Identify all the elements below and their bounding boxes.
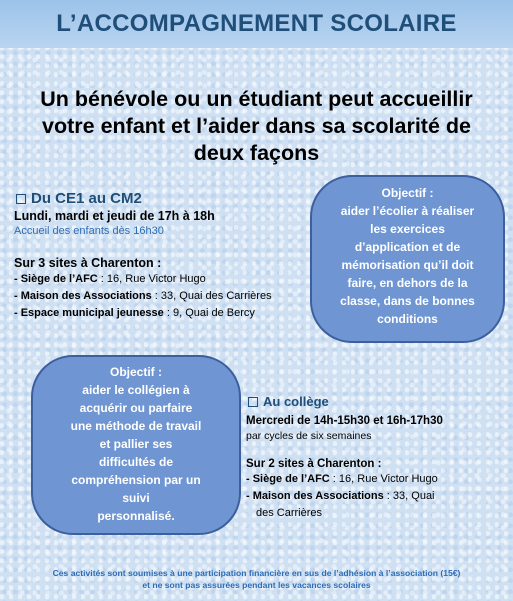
objective-line: les exercices [370, 222, 445, 236]
site-item [246, 488, 511, 504]
site-name: - Siège de l’AFC [246, 473, 330, 485]
section-primaire-title: Du CE1 au CM2 [31, 190, 142, 207]
site-item [246, 471, 511, 487]
site-address-continued: des Carrières [256, 507, 323, 519]
objective-line: suivi [122, 491, 150, 505]
headline-line-3: deux façons [193, 141, 320, 165]
section-college [246, 394, 511, 521]
site-address: : 16, Rue Victor Hugo [97, 273, 206, 285]
college-cycles: par cycles de six semaines [246, 430, 372, 442]
site-name: - Maison des Associations [246, 490, 384, 502]
objective-label: Objectif : [381, 186, 434, 200]
objective-line: aider le collégien à [82, 383, 190, 397]
objective-line: conditions [377, 312, 438, 326]
headline-line-1: Un bénévole ou un étudiant peut accueillir [40, 87, 473, 111]
objective-line: aider l’écolier à réaliser [340, 204, 475, 218]
headline-line-2: votre enfant et l’aider dans sa scolarité de [42, 114, 471, 138]
objective-line: personnalisé. [97, 509, 175, 523]
site-name: - Maison des Associations [14, 290, 152, 302]
objective-line: et pallier ses [99, 437, 173, 451]
page-title: L’ACCOMPAGNEMENT SCOLAIRE [56, 10, 457, 37]
objective-line: une méthode de travail [70, 419, 202, 433]
primaire-accueil: Accueil des enfants dès 16h30 [14, 225, 164, 237]
site-item [14, 271, 314, 287]
site-address: : 9, Quai de Bercy [163, 307, 255, 319]
site-address: : 33, Quai [383, 490, 435, 502]
college-sites-title: Sur 2 sites à Charenton : [246, 458, 382, 470]
site-item [14, 288, 314, 304]
objective-line: classe, dans de bonnes [340, 294, 475, 308]
site-name: - Siège de l’AFC [14, 273, 98, 285]
primaire-sites-title: Sur 3 sites à Charenton : [14, 256, 162, 270]
objective-line: mémorisation qu’il doit [341, 258, 474, 272]
objective-line: faire, en dehors de la [347, 276, 468, 290]
footer-note [10, 567, 503, 591]
objective-line: acquérir ou parfaire [79, 401, 193, 415]
site-item [14, 305, 314, 321]
section-college-heading [246, 394, 511, 409]
footer-line-2: et ne sont pas assurées pendant les vacances scolaires [142, 580, 371, 590]
objective-bubble-college [31, 355, 241, 535]
footer-line-1: Ces activités sont soumises à une participation financière en sus de l’adhésion à l’association (15€) [52, 568, 461, 578]
objective-line: difficultés de [98, 455, 173, 469]
site-address: : 33, Quai des Carrières [151, 290, 272, 302]
checkbox-bullet-icon [16, 194, 26, 204]
objective-line: compréhension par un [71, 473, 201, 487]
objective-label: Objectif : [109, 365, 162, 379]
primaire-schedule: Lundi, mardi et jeudi de 17h à 18h [14, 209, 215, 223]
section-primaire-heading [14, 190, 314, 207]
section-primaire [14, 190, 314, 321]
objective-bubble-primaire [310, 175, 505, 343]
headline [4, 86, 509, 167]
college-schedule: Mercredi de 14h-15h30 et 16h-17h30 [246, 415, 443, 427]
section-college-title: Au collège [263, 394, 329, 409]
objective-line: d’application et de [354, 240, 461, 254]
site-address: : 16, Rue Victor Hugo [329, 473, 438, 485]
checkbox-bullet-icon [248, 397, 258, 407]
site-name: - Espace municipal jeunesse [14, 307, 164, 319]
